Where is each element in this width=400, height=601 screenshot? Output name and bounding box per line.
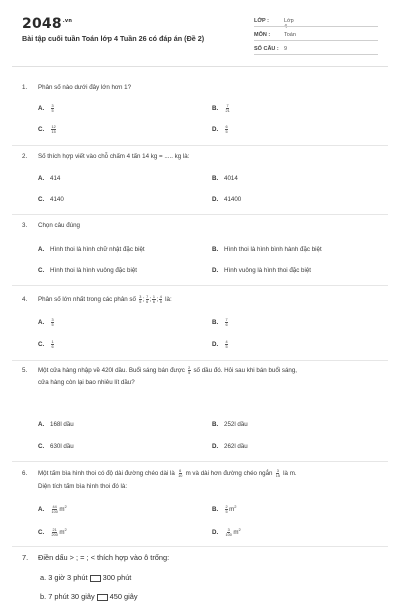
option-letter: C. [38, 126, 45, 134]
logo-text: 2048 [22, 16, 62, 32]
question-divider [12, 145, 388, 146]
fraction: $\frac{2}{5}$ [188, 366, 191, 375]
option-letter: B. [212, 105, 219, 113]
option-4b[interactable] [212, 318, 229, 327]
meta-divider [254, 26, 378, 27]
exponent: 2 [238, 527, 241, 532]
option-letter: A. [38, 421, 45, 428]
question-divider [12, 214, 388, 215]
option-6c[interactable] [38, 528, 67, 537]
question-text-cont: m và dài hơn đường chéo ngắn [185, 470, 273, 478]
option-2c[interactable] [38, 196, 64, 203]
option-5c[interactable] [38, 443, 74, 450]
fraction: $\frac{7}{6}$ [225, 318, 228, 327]
option-6a[interactable] [38, 505, 67, 514]
option-3b[interactable] [212, 246, 322, 253]
fraction: $\frac{1}{6}$ [152, 295, 156, 304]
question-text: Một cửa hàng nhập về 420l dầu. Buổi sáng bán được [38, 367, 185, 375]
meta-value: 9 [284, 46, 288, 52]
fraction: $\frac{1}{6}$ [51, 340, 54, 349]
option-4d[interactable] [212, 340, 229, 349]
question-4: 4. Phân số lớn nhất trong các phân số $\frac{3}{5}$ ; $\frac{7}{6}$ ; $\frac{1}{6}$ ; $\frac{4}{5}$ là: [22, 295, 172, 304]
question-text: Một tấm bìa hình thoi có độ dài đường chéo dài là [38, 470, 175, 478]
fraction: $\frac{12}{15}$ [51, 125, 56, 134]
option-letter: C. [38, 196, 45, 203]
option-letter: C. [38, 341, 45, 349]
option-letter: B. [212, 175, 219, 182]
option-letter: D. [212, 443, 219, 450]
option-1d[interactable] [212, 125, 229, 134]
fraction: $\frac{6}{5}$ [225, 125, 228, 134]
option-6b[interactable] [212, 505, 237, 514]
meta-label: LỚP : [254, 18, 269, 24]
option-text: 4014 [224, 175, 238, 182]
option-4a[interactable] [38, 318, 55, 327]
sub-question-text-end: 450 giây [109, 592, 138, 601]
question-6-line2: Diện tích tấm bìa hình thoi đó là: [38, 483, 128, 490]
question-text-end: là: [165, 296, 172, 304]
unit: m [229, 506, 235, 514]
question-number: 7. [22, 553, 29, 562]
answer-box[interactable] [97, 594, 108, 601]
fraction: $\frac{7}{21}$ [225, 104, 230, 113]
question-text: Chọn câu đúng [38, 222, 80, 229]
fraction: $\frac{4}{5}$ [225, 340, 228, 349]
option-letter: A. [38, 319, 45, 327]
header-divider [12, 66, 388, 67]
fraction: $\frac{3}{5}$ [139, 295, 142, 304]
option-6d[interactable] [212, 528, 241, 537]
option-letter: D. [212, 267, 219, 274]
option-letter: A. [38, 506, 45, 514]
question-2 [22, 153, 189, 160]
fraction: $\frac{3}{5}$ [51, 318, 54, 327]
fraction: $\frac{3}{15}$ [275, 469, 280, 478]
question-divider [12, 360, 388, 361]
site-logo[interactable] [22, 16, 72, 32]
option-letter: D. [212, 126, 219, 134]
fraction: $\frac{44}{100}$ [51, 505, 58, 514]
sub-question-text: b. 7 phút 30 giây [40, 592, 95, 601]
unit: m [59, 529, 65, 537]
question-number: 1. [22, 84, 28, 91]
option-text: Hình vuông là hình thoi đặc biệt [224, 267, 312, 274]
option-2b[interactable] [212, 175, 238, 182]
question-number: 5. [22, 367, 28, 375]
option-5b[interactable] [212, 421, 248, 428]
exponent: 2 [234, 504, 237, 509]
option-text: 4140 [50, 196, 64, 203]
header [0, 0, 400, 64]
option-text: 414 [50, 175, 61, 182]
sub-question-a [40, 573, 131, 582]
unit: m [233, 529, 239, 537]
fraction: $\frac{3}{5}$ [51, 104, 54, 113]
option-letter: B. [212, 319, 219, 327]
question-divider [12, 546, 388, 547]
option-text: 41400 [224, 196, 242, 203]
sub-question-text: a. 3 giờ 3 phút [40, 573, 88, 582]
question-3 [22, 222, 80, 229]
meta-value: Toán [284, 32, 296, 38]
question-text: Điền dấu > ; = ; < thích hợp vào ô trống: [38, 553, 170, 562]
option-5d[interactable] [212, 443, 248, 450]
option-letter: C. [38, 529, 45, 537]
fraction: $\frac{7}{6}$ [146, 295, 149, 304]
option-1c[interactable] [38, 125, 57, 134]
option-2a[interactable] [38, 175, 60, 182]
option-1b[interactable] [212, 104, 231, 113]
document-title: Bài tập cuối tuần Toán lớp 4 Tuần 26 có đáp án (Đề 2) [22, 34, 205, 43]
unit: m [59, 506, 65, 514]
option-letter: B. [212, 246, 219, 253]
logo-suffix: .vn [62, 18, 73, 24]
meta-value: Lớp 4 [284, 18, 294, 30]
option-letter: A. [38, 175, 45, 182]
option-5a[interactable] [38, 421, 74, 428]
option-letter: D. [212, 529, 219, 537]
question-divider [12, 285, 388, 286]
question-number: 3. [22, 222, 28, 229]
option-text: 252l dầu [224, 421, 248, 428]
option-letter: D. [212, 341, 219, 349]
option-3a[interactable] [38, 246, 145, 253]
question-7 [22, 553, 169, 562]
option-letter: A. [38, 105, 45, 113]
option-letter: A. [38, 246, 45, 253]
question-5 [22, 366, 297, 375]
meta-divider [254, 54, 378, 55]
fraction: $\frac{4}{5}$ [159, 295, 162, 304]
option-4c[interactable] [38, 340, 55, 349]
sub-question-text-end: 300 phút [102, 573, 132, 582]
fraction: $\frac{21}{200}$ [51, 528, 58, 537]
question-text-cont: số dầu đó. Hỏi sau khi bán buổi sáng, [193, 367, 297, 375]
question-text-end: là m. [283, 470, 297, 478]
question-number: 4. [22, 296, 28, 304]
fraction: $\frac{3}{100}$ [225, 528, 232, 537]
option-letter: B. [212, 506, 219, 514]
option-letter: C. [38, 267, 45, 274]
meta-label: MÔN : [254, 32, 271, 38]
question-text: Số thích hợp viết vào chỗ chấm 4 tấn 14 kg = ..... kg là: [38, 153, 190, 160]
option-text: Hình thoi là hình chữ nhật đặc biệt [50, 246, 145, 253]
option-text: Hình thoi là hình bình hành đặc biệt [224, 246, 322, 253]
question-number: 2. [22, 153, 28, 160]
option-letter: B. [212, 421, 219, 428]
question-text: Phân số nào dưới đây lớn hơn 1? [38, 84, 132, 91]
option-text: Hình thoi là hình vuông đặc biệt [50, 267, 138, 274]
exponent: 2 [64, 504, 67, 509]
fraction: $\frac{6}{10}$ [178, 469, 183, 478]
question-text: Phân số lớn nhất trong các phân số [38, 296, 136, 304]
question-number: 6. [22, 470, 28, 478]
question-1 [22, 84, 131, 91]
option-text: 262l dầu [224, 443, 248, 450]
meta-label: SỐ CÂU : [254, 46, 279, 52]
question-5-line2: cửa hàng còn lại bao nhiêu lít dầu? [38, 379, 135, 386]
option-text: 630l dầu [50, 443, 74, 450]
option-letter: C. [38, 443, 45, 450]
option-1a[interactable] [38, 104, 55, 113]
question-6 [22, 469, 297, 478]
question-divider [12, 461, 388, 462]
option-text: 168l dầu [50, 421, 74, 428]
meta-divider [254, 40, 378, 41]
option-3d[interactable] [212, 267, 311, 274]
option-2d[interactable] [212, 196, 241, 203]
answer-box[interactable] [90, 575, 101, 582]
fraction: $\frac{2}{5}$ [225, 505, 228, 514]
exponent: 2 [64, 527, 67, 532]
option-3c[interactable] [38, 267, 137, 274]
option-letter: D. [212, 196, 219, 203]
